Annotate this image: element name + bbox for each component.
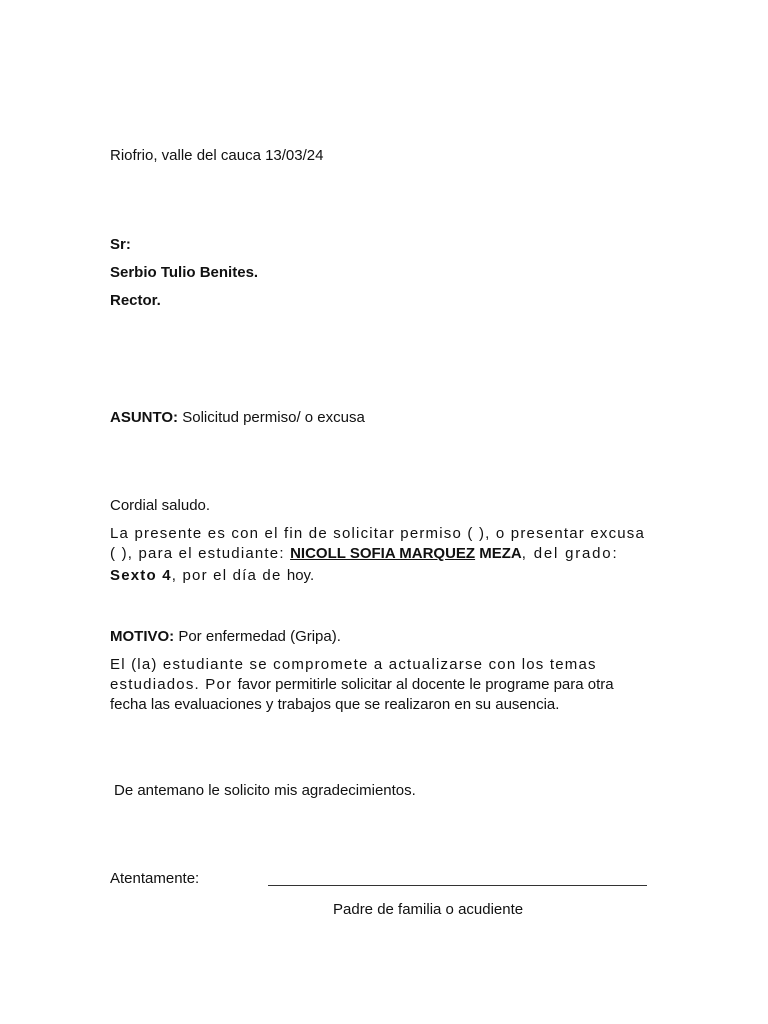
recipient-salutation: Sr: xyxy=(110,236,131,253)
student-grade: Sexto 4 xyxy=(110,567,172,584)
body-line-2-start: ( ), para el estudiante: xyxy=(110,545,291,562)
reason-label: MOTIVO: xyxy=(110,628,175,645)
body-line-3-end: hoy. xyxy=(286,567,315,584)
body-line-3 xyxy=(110,566,314,586)
thanks-line: De antemano le solicito mis agradecimientos. xyxy=(114,782,416,799)
reason-text: Por enfermedad (Gripa). xyxy=(174,628,341,645)
student-name: NICOLL SOFIA MARQUEZ xyxy=(290,545,476,562)
signature-caption: Padre de familia o acudiente xyxy=(333,901,524,918)
subject-line xyxy=(110,408,365,428)
reason-line xyxy=(110,627,341,647)
reason-line-3: fecha las evaluaciones y trabajos que se realizaron en su ausencia. xyxy=(110,696,560,713)
reason-line-2 xyxy=(110,675,614,695)
reason-line-1: El (la) estudiante se compromete a actualizarse con los temas xyxy=(110,656,597,673)
body-line-1: La presente es con el fin de solicitar permiso ( ), o presentar excusa xyxy=(110,525,646,542)
recipient-name: Serbio Tulio Benites. xyxy=(110,264,259,281)
closing-label: Atentamente: xyxy=(110,870,200,887)
subject-label: ASUNTO: xyxy=(110,409,179,426)
body-line-2-end: , del grado: xyxy=(521,545,619,562)
greeting: Cordial saludo. xyxy=(110,497,211,514)
body-line-2 xyxy=(110,544,618,564)
student-surname: MEZA xyxy=(475,545,522,562)
subject-text: Solicitud permiso/ o excusa xyxy=(178,409,365,426)
reason-line-2-end: favor permitirle solicitar al docente le programe para otra xyxy=(237,676,614,693)
recipient-title: Rector. xyxy=(110,292,161,309)
signature-line xyxy=(268,885,647,886)
body-line-3-start: , por el día de xyxy=(171,567,287,584)
place-date: Riofrio, valle del cauca 13/03/24 xyxy=(110,147,324,164)
reason-line-2-start: estudiados. Por xyxy=(110,676,238,693)
